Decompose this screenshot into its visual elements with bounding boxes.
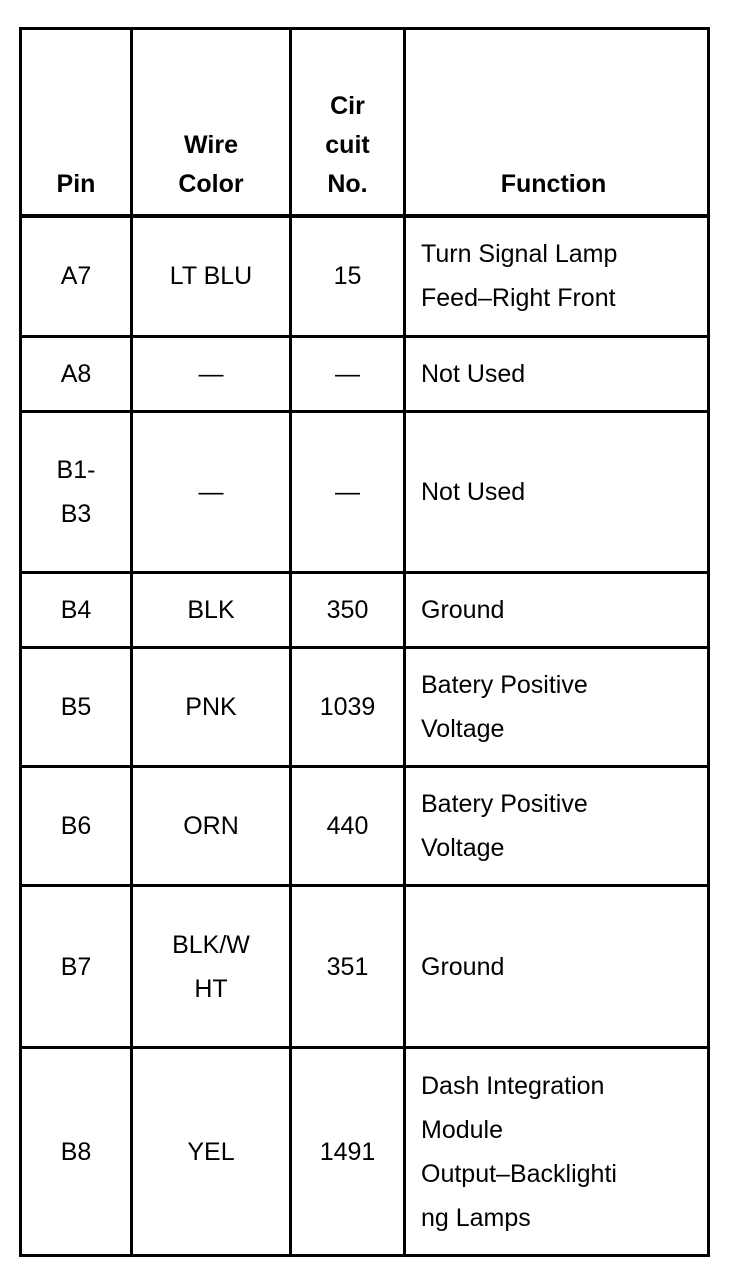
table-row (21, 337, 709, 412)
table-row (21, 1048, 709, 1256)
wire-color-cell: — (132, 337, 291, 412)
header-function: Function (405, 29, 709, 216)
circuit-cell: 351 (291, 886, 405, 1048)
circuit-cell: 350 (291, 573, 405, 648)
function-cell: Not Used (405, 412, 709, 573)
table-row (21, 412, 709, 573)
pin-cell: A8 (21, 337, 132, 412)
table-row (21, 648, 709, 767)
function-cell: Batery Positive Voltage (405, 648, 709, 767)
wire-color-cell: BLK/W HT (132, 886, 291, 1048)
circuit-cell: 1491 (291, 1048, 405, 1256)
table-row (21, 216, 709, 337)
pin-cell: B5 (21, 648, 132, 767)
header-pin: Pin (21, 29, 132, 216)
pin-cell: B6 (21, 767, 132, 886)
pin-cell: A7 (21, 216, 132, 337)
wire-color-cell: LT BLU (132, 216, 291, 337)
pin-cell: B4 (21, 573, 132, 648)
wire-color-cell: — (132, 412, 291, 573)
pin-cell: B1- B3 (21, 412, 132, 573)
function-cell: Ground (405, 573, 709, 648)
function-cell: Not Used (405, 337, 709, 412)
connector-pinout-table (19, 27, 710, 1257)
function-cell: Ground (405, 886, 709, 1048)
wire-color-cell: BLK (132, 573, 291, 648)
pin-cell: B8 (21, 1048, 132, 1256)
header-circuit-no: Cir cuit No. (291, 29, 405, 216)
wire-color-cell: ORN (132, 767, 291, 886)
function-cell: Batery Positive Voltage (405, 767, 709, 886)
pin-cell: B7 (21, 886, 132, 1048)
circuit-cell: 440 (291, 767, 405, 886)
function-cell: Dash Integration Module Output–Backlighti ng Lamps (405, 1048, 709, 1256)
circuit-cell: 15 (291, 216, 405, 337)
table-row (21, 886, 709, 1048)
circuit-cell: 1039 (291, 648, 405, 767)
wire-color-cell: PNK (132, 648, 291, 767)
function-cell: Turn Signal Lamp Feed–Right Front (405, 216, 709, 337)
wire-color-cell: YEL (132, 1048, 291, 1256)
header-row (21, 29, 709, 216)
circuit-cell: — (291, 337, 405, 412)
circuit-cell: — (291, 412, 405, 573)
table-row (21, 767, 709, 886)
header-wire-color: Wire Color (132, 29, 291, 216)
table-row (21, 573, 709, 648)
